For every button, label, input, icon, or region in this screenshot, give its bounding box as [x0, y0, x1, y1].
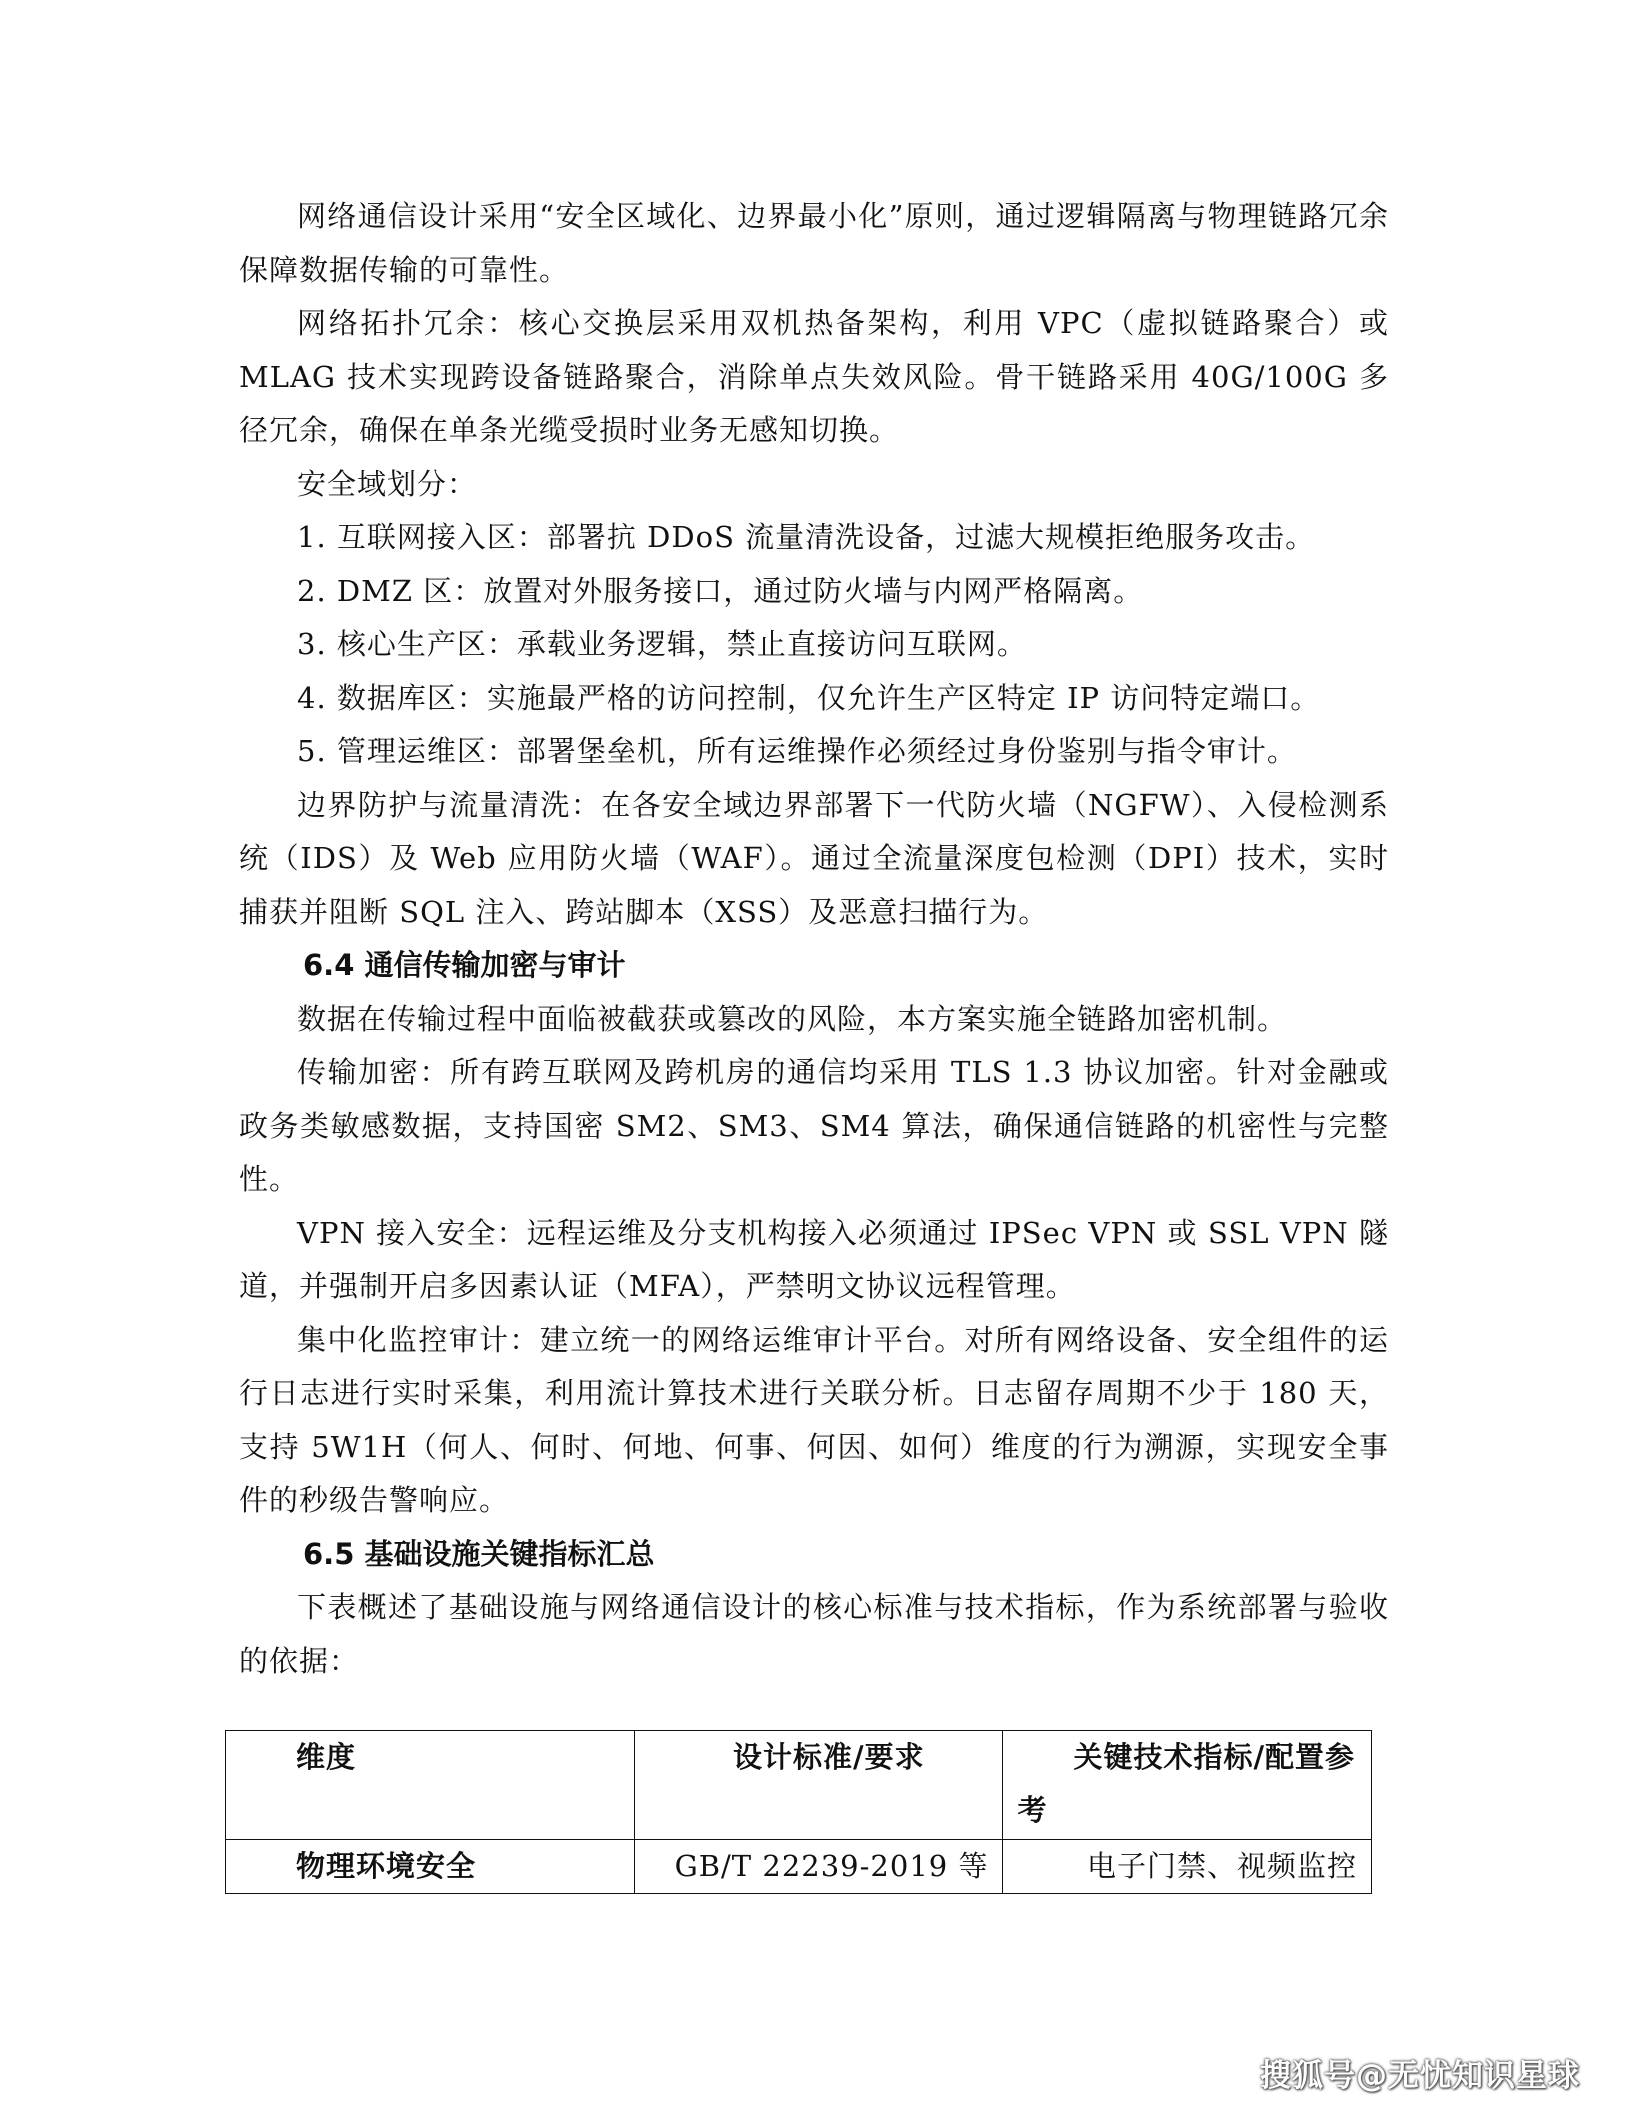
paragraph-intro: 网络通信设计采用“安全区域化、边界最小化”原则，通过逻辑隔离与物理链路冗余保障数据传输的可靠性。: [239, 199, 1389, 287]
paragraph-table-intro: 下表概述了基础设施与网络通信设计的核心标准与技术指标，作为系统部署与验收的依据：: [239, 1590, 1389, 1678]
table-header-dimension: 维度: [226, 1731, 635, 1840]
list-item-zone-4: 4. 数据库区：实施最严格的访问控制，仅允许生产区特定 IP 访问特定端口。: [297, 680, 1321, 715]
paragraph-security-zones-label: 安全域划分：: [297, 466, 478, 501]
list-item-zone-2: 2. DMZ 区：放置对外服务接口，通过防火墙与内网严格隔离。: [297, 573, 1144, 608]
list-item-zone-5: 5. 管理运维区：部署堡垒机，所有运维操作必须经过身份鉴别与指令审计。: [297, 734, 1297, 768]
table-header-metric: 关键技术指标/配置参考: [1003, 1731, 1372, 1840]
section-heading-6-5: 6.5 基础设施关键指标汇总: [303, 1536, 655, 1571]
table-cell-dimension: 物理环境安全: [226, 1840, 635, 1894]
paragraph-transport-encryption: 传输加密：所有跨互联网及跨机房的通信均采用 TLS 1.3 协议加密。针对金融或政务类敏感数据，支持国密 SM2、SM3、SM4 算法，确保通信链路的机密性与完整性。: [239, 1055, 1389, 1196]
paragraph-monitoring-audit: 集中化监控审计：建立统一的网络运维审计平台。对所有网络设备、安全组件的运行日志进行实时采集，利用流计算技术进行关联分析。日志留存周期不少于 180 天，支持 5W1H（何人、何时、何地、何事、何因、如何）维度的行为溯源，实现安全事件的秒级告警响应。: [239, 1322, 1389, 1517]
list-item-zone-3: 3. 核心生产区：承载业务逻辑，禁止直接访问互联网。: [297, 627, 1027, 661]
metrics-table: [225, 1730, 1372, 1894]
table-header-row: [226, 1731, 1372, 1840]
section-heading-6-4: 6.4 通信传输加密与审计: [303, 948, 626, 982]
watermark: 搜狐号@无忧知识星球: [1260, 2058, 1580, 2094]
list-item-zone-1: 1. 互联网接入区：部署抗 DDoS 流量清洗设备，过滤大规模拒绝服务攻击。: [297, 520, 1316, 554]
table-header-standard: 设计标准/要求: [635, 1731, 1003, 1840]
table-cell-standard: GB/T 22239-2019 等: [635, 1840, 1003, 1894]
table-row: [226, 1840, 1372, 1894]
paragraph-boundary-protection: 边界防护与流量清洗：在各安全域边界部署下一代防火墙（NGFW）、入侵检测系统（IDS）及 Web 应用防火墙（WAF）。通过全流量深度包检测（DPI）技术，实时捕获并阻断 SQL 注入、跨站脚本（XSS）及恶意扫描行为。: [239, 787, 1389, 929]
table-cell-metric: 电子门禁、视频监控: [1003, 1840, 1372, 1894]
document-body: [239, 190, 1389, 1688]
paragraph-vpn-security: VPN 接入安全：远程运维及分支机构接入必须通过 IPSec VPN 或 SSL VPN 隧道，并强制开启多因素认证（MFA），严禁明文协议远程管理。: [239, 1215, 1389, 1303]
paragraph-encryption-intro: 数据在传输过程中面临被截获或篡改的风险，本方案实施全链路加密机制。: [297, 1001, 1288, 1036]
paragraph-topology-redundancy: 网络拓扑冗余：核心交换层采用双机热备架构，利用 VPC（虚拟链路聚合）或 MLAG 技术实现跨设备链路聚合，消除单点失效风险。骨干链路采用 40G/100G 多径冗余，确保在单条光缆受损时业务无感知切换。: [239, 306, 1389, 447]
